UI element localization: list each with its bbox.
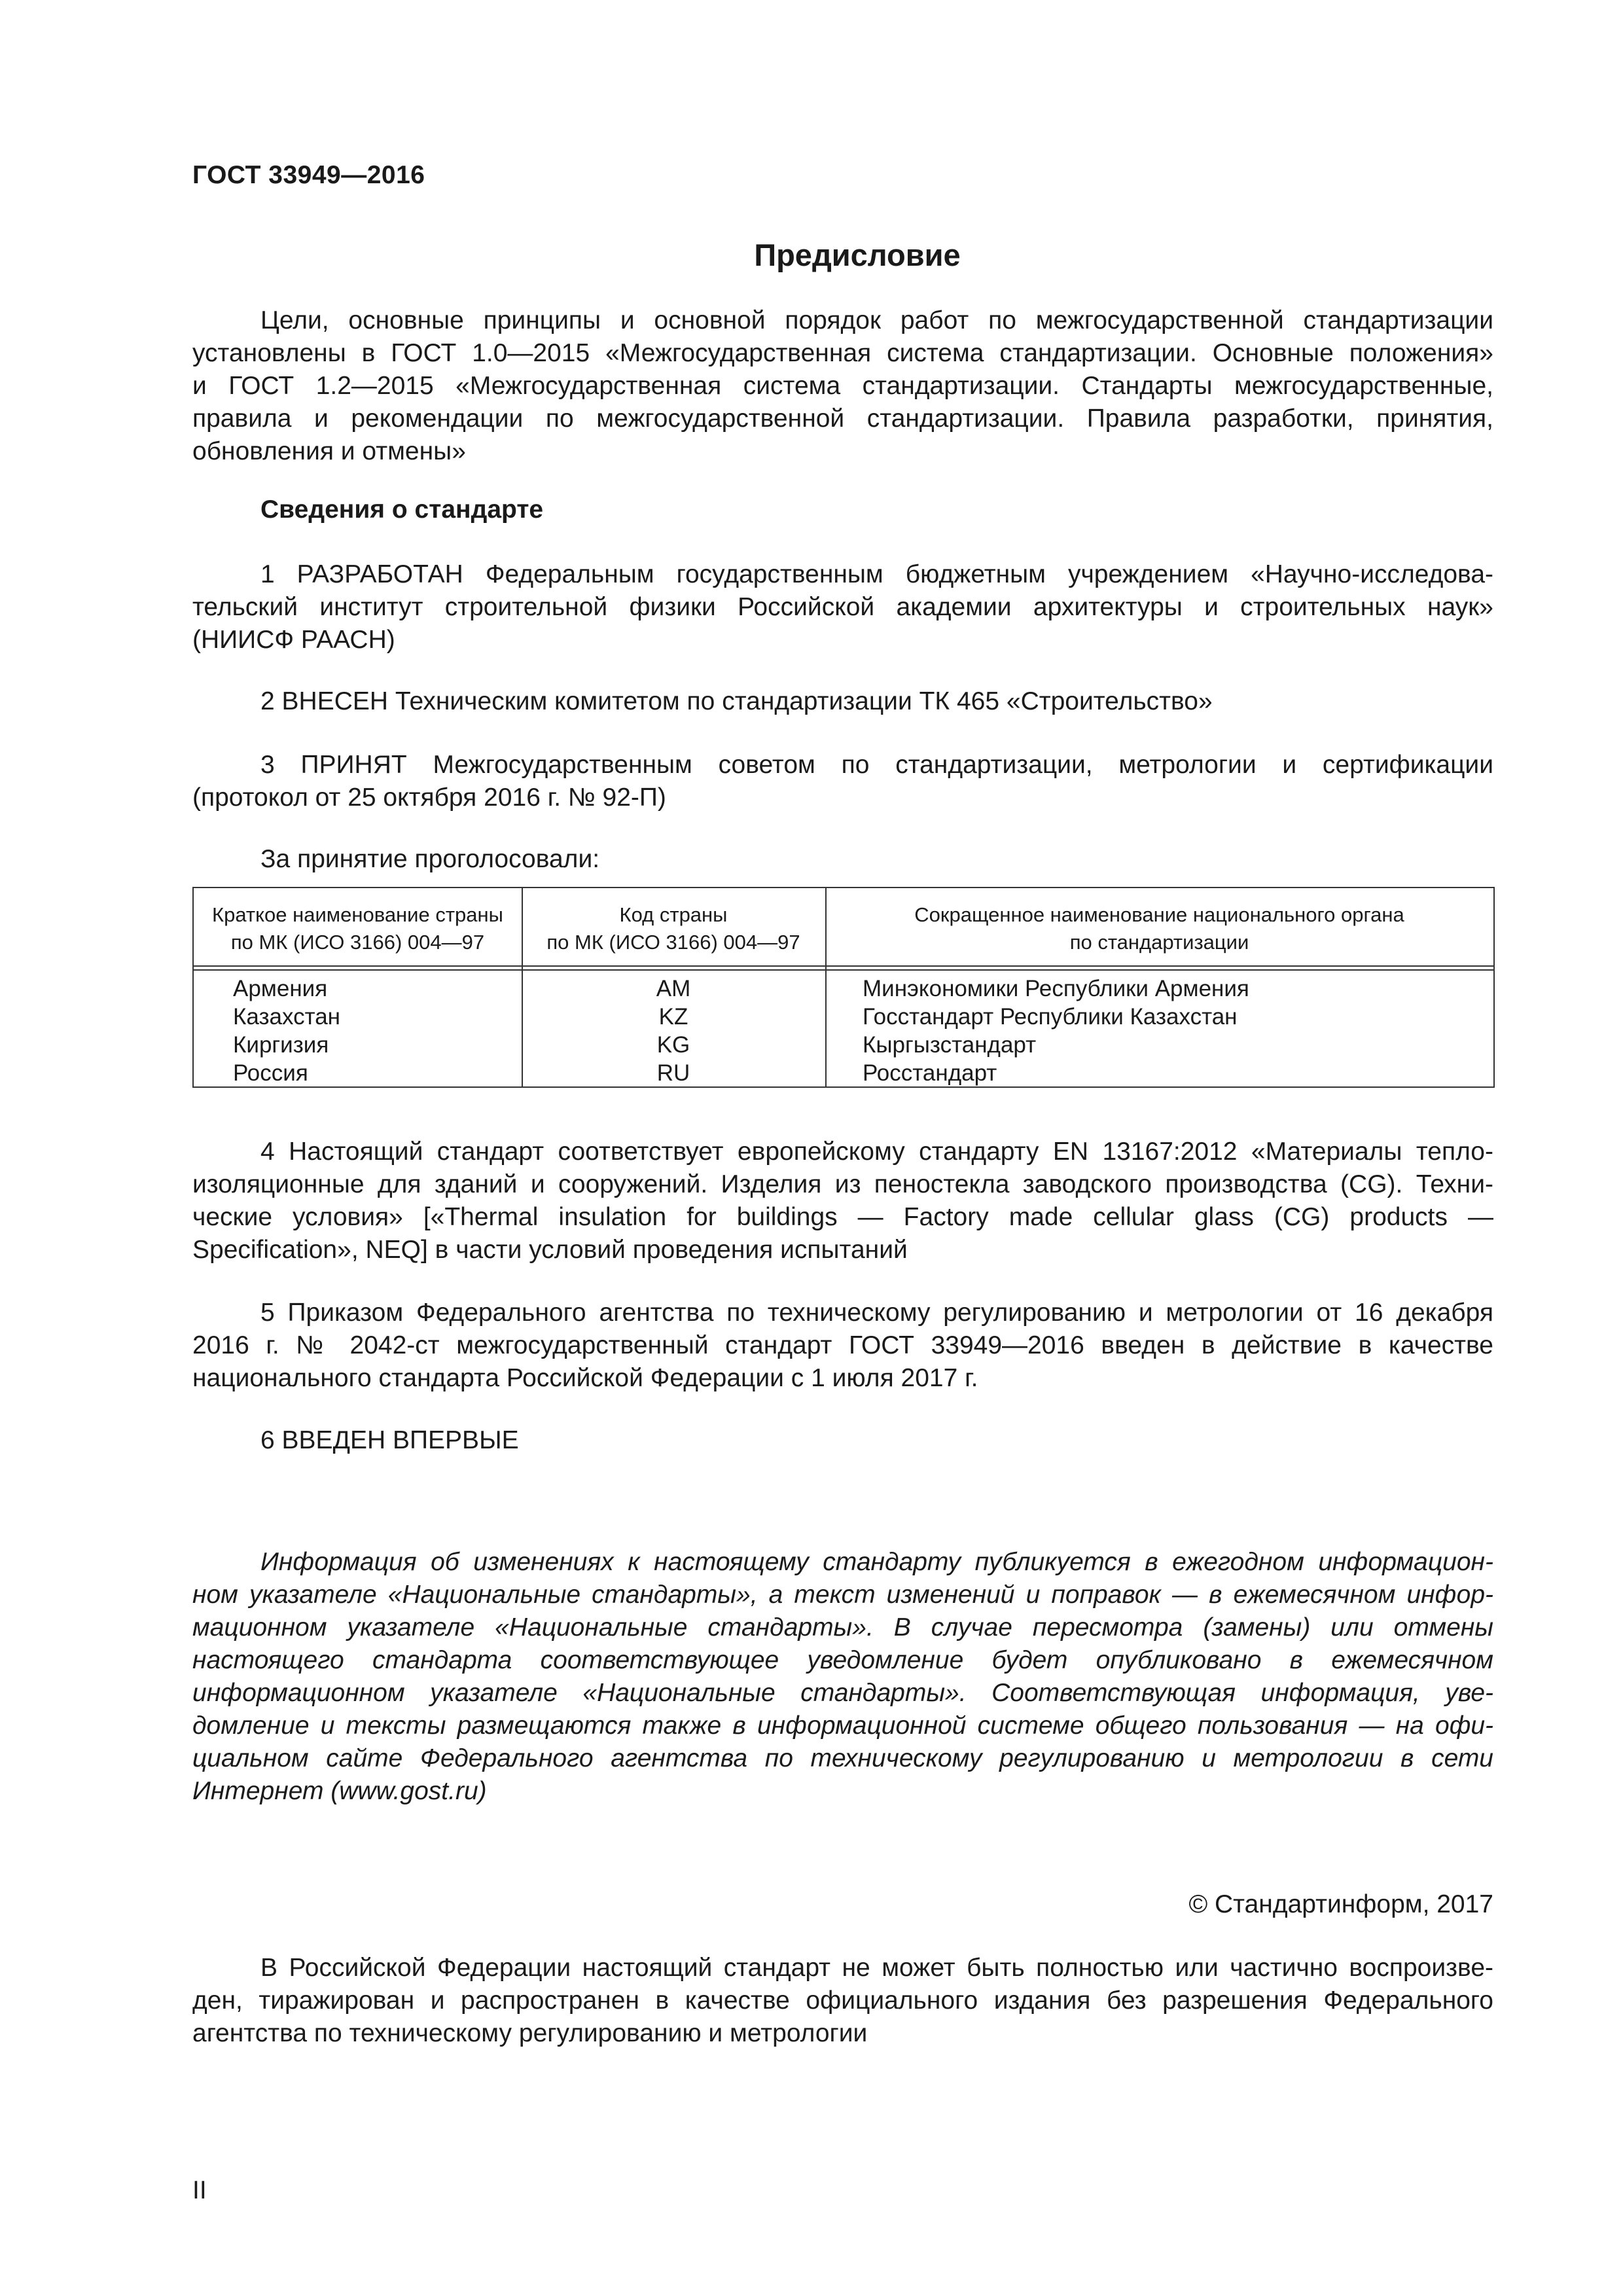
item-6: 6 ВВЕДЕН ВПЕРВЫЕ [260, 1426, 519, 1454]
table-header-country [194, 901, 522, 956]
code-column [522, 975, 825, 1087]
notice-line: домление и тексты размещаются также в информационной системе общего пользования — на офи- [192, 1712, 1493, 1740]
body-column [863, 975, 1249, 1087]
table-cell: Минэкономики Республики Армения [863, 976, 1249, 1001]
item-4-line: ческие условия» [«Thermal insulation for buildings — Factory made cellular glass (CG) products — [192, 1203, 1493, 1231]
item-4-line: изоляционные для зданий и сооружений. Изделия из пеностекла заводского производства (CG). Техни- [192, 1170, 1493, 1198]
copyright: © Стандартинформ, 2017 [1188, 1890, 1493, 1918]
table-header-body [825, 901, 1493, 956]
item-5-line: 2016 г. № 2042-ст межгосударственный стандарт ГОСТ 33949—2016 введен в действие в качестве [192, 1331, 1493, 1359]
header-line: Код страны [619, 903, 728, 926]
notice-line: циальном сайте Федерального агентства по техническому регулированию и метрологии в сети [192, 1744, 1493, 1772]
header-line: по стандартизации [1069, 931, 1249, 954]
table-cell: Киргизия [233, 1032, 329, 1058]
item-3-line: 3 ПРИНЯТ Межгосударственным советом по стандартизации, метрологии и сертификации [260, 751, 1493, 779]
notice-line: Информация об изменениях к настоящему стандарту публикуется в ежегодном информацион- [260, 1548, 1493, 1576]
table-divider [194, 965, 1493, 967]
notice-line: информационном указателе «Национальные стандарты». Соответствующая информация, уве- [192, 1679, 1493, 1707]
item-5-line: национального стандарта Российской Федерации с 1 июля 2017 г. [192, 1364, 978, 1392]
table-cell: KZ [658, 1004, 688, 1030]
intro-line: установлены в ГОСТ 1.0—2015 «Межгосударственная система стандартизации. Основные положения» [192, 339, 1493, 367]
item-4-line: Specification», NEQ] в части условий проведения испытаний [192, 1236, 908, 1264]
item-3-line: (протокол от 25 октября 2016 г. № 92-П) [192, 783, 666, 812]
table-header-code [522, 901, 825, 956]
country-column [233, 975, 340, 1087]
item-1-line: тельский институт строительной физики Российской академии архитектуры и строительных наук» [192, 593, 1493, 621]
voted-caption: За принятие проголосовали: [260, 845, 600, 873]
table-cell: AM [656, 976, 691, 1001]
header-line: Краткое наименование страны [212, 903, 503, 926]
table-divider [194, 969, 1493, 971]
table-cell: Россия [233, 1060, 308, 1086]
notice-line: ном указателе «Национальные стандарты», а текст изменений и поправок — в ежемесячном инфор- [192, 1581, 1493, 1609]
table-cell: KG [656, 1032, 690, 1058]
notice-line: настоящего стандарта соответствующее уведомление будет опубликовано в ежемесячном [192, 1646, 1493, 1674]
rights-line: В Российской Федерации настоящий стандарт не может быть полностью или частично воспроизве- [260, 1954, 1493, 1982]
header-line: по МК (ИСО 3166) 004—97 [546, 931, 800, 954]
table-cell: Госстандарт Республики Казахстан [863, 1004, 1238, 1030]
voting-table [192, 887, 1495, 1088]
table-cell: Казахстан [233, 1004, 341, 1030]
table-cell: RU [656, 1060, 690, 1086]
item-1-line: 1 РАЗРАБОТАН Федеральным государственным бюджетным учреждением «Научно-исследова- [260, 560, 1493, 588]
info-heading: Сведения о стандарте [260, 495, 544, 524]
notice-line: мационном указателе «Национальные стандарты». В случае пересмотра (замены) или отмены [192, 1613, 1493, 1641]
item-5-line: 5 Приказом Федерального агентства по техническому регулированию и метрологии от 16 декабря [260, 1299, 1493, 1327]
intro-line: обновления и отмены» [192, 437, 466, 465]
notice-line: Интернет (www.gost.ru) [192, 1777, 487, 1805]
item-2: 2 ВНЕСЕН Техническим комитетом по стандартизации ТК 465 «Строительство» [260, 687, 1213, 715]
rights-line: агентства по техническому регулированию и метрологии [192, 2019, 868, 2047]
page-title: Предисловие [754, 238, 961, 272]
item-1-line: (НИИСФ РААСН) [192, 626, 395, 654]
table-cell: Кыргызстандарт [863, 1032, 1037, 1058]
table-cell: Росстандарт [863, 1060, 997, 1086]
table-cell: Армения [233, 976, 328, 1001]
document-header: ГОСТ 33949—2016 [192, 161, 425, 189]
rights-line: ден, тиражирован и распространен в качестве официального издания без разрешения Федерального [192, 1986, 1493, 2015]
item-4-line: 4 Настоящий стандарт соответствует европейскому стандарту EN 13167:2012 «Материалы тепло- [260, 1138, 1493, 1166]
intro-line: правила и рекомендации по межгосударственной стандартизации. Правила разработки, принятия, [192, 404, 1493, 433]
header-line: по МК (ИСО 3166) 004—97 [230, 931, 485, 954]
header-line: Сокращенное наименование национального органа [914, 903, 1404, 926]
intro-line: и ГОСТ 1.2—2015 «Межгосударственная система стандартизации. Стандарты межгосударственные, [192, 372, 1493, 400]
intro-line: Цели, основные принципы и основной порядок работ по межгосударственной стандартизации [260, 306, 1493, 334]
page-number: II [192, 2176, 207, 2204]
